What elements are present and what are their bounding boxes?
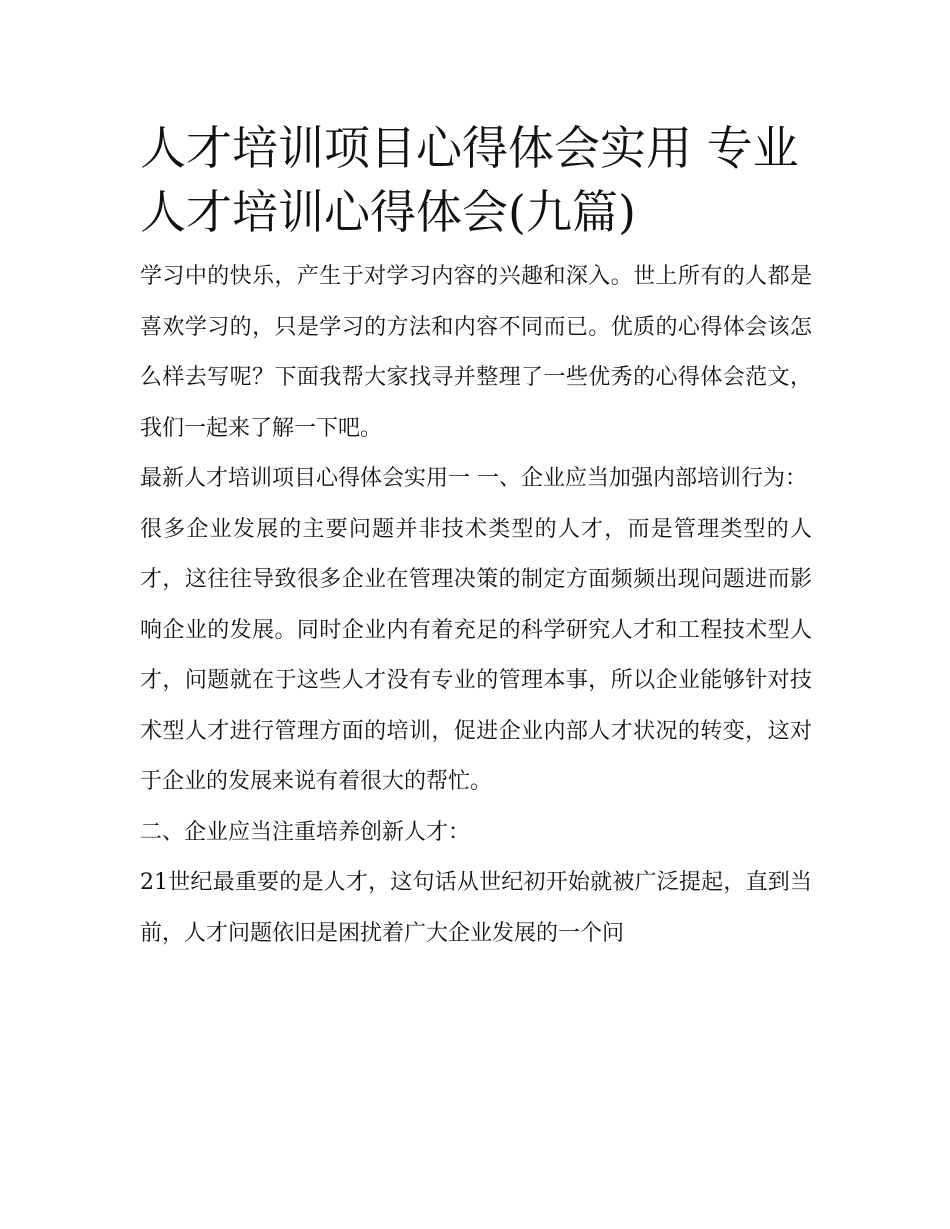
document-title: 人才培训项目心得体会实用 专业人才培训心得体会(九篇) — [140, 121, 799, 239]
paragraph-21st-century-talent: 21世纪最重要的是人才，这句话从世纪初开始就被广泛提起，直到当前，人才问题依旧是困扰着广大企业发展的一个问 — [140, 870, 812, 946]
paragraph-section-two-heading: 二、企业应当注重培养创新人才： — [140, 819, 471, 845]
paragraph-section-one-heading: 最新人才培训项目心得体会实用一 一、企业应当加强内部培训行为： — [140, 466, 807, 491]
paragraph-management-talent: 很多企业发展的主要问题并非技术类型的人才，而是管理类型的人才，这往往导致很多企业在管理决策的制定方面频频出现问题进而影响企业的发展。同时企业内有着充足的科学研究人才和工程技术型人才，问题就在于这些人才没有专业的管理本事，所以企业能够针对技术型人才进行管理方面的培训，促进企业内部人才状况的转变，这对于企业的发展来说有着很大的帮忙。 — [140, 516, 812, 794]
paragraph-intro: 学习中的快乐，产生于对学习内容的兴趣和深入。世上所有的人都是喜欢学习的，只是学习的方法和内容不同而已。优质的心得体会该怎么样去写呢？下面我帮大家找寻并整理了一些优秀的心得体会范文，我们一起来了解一下吧。 — [140, 264, 812, 441]
document-body — [140, 116, 812, 959]
